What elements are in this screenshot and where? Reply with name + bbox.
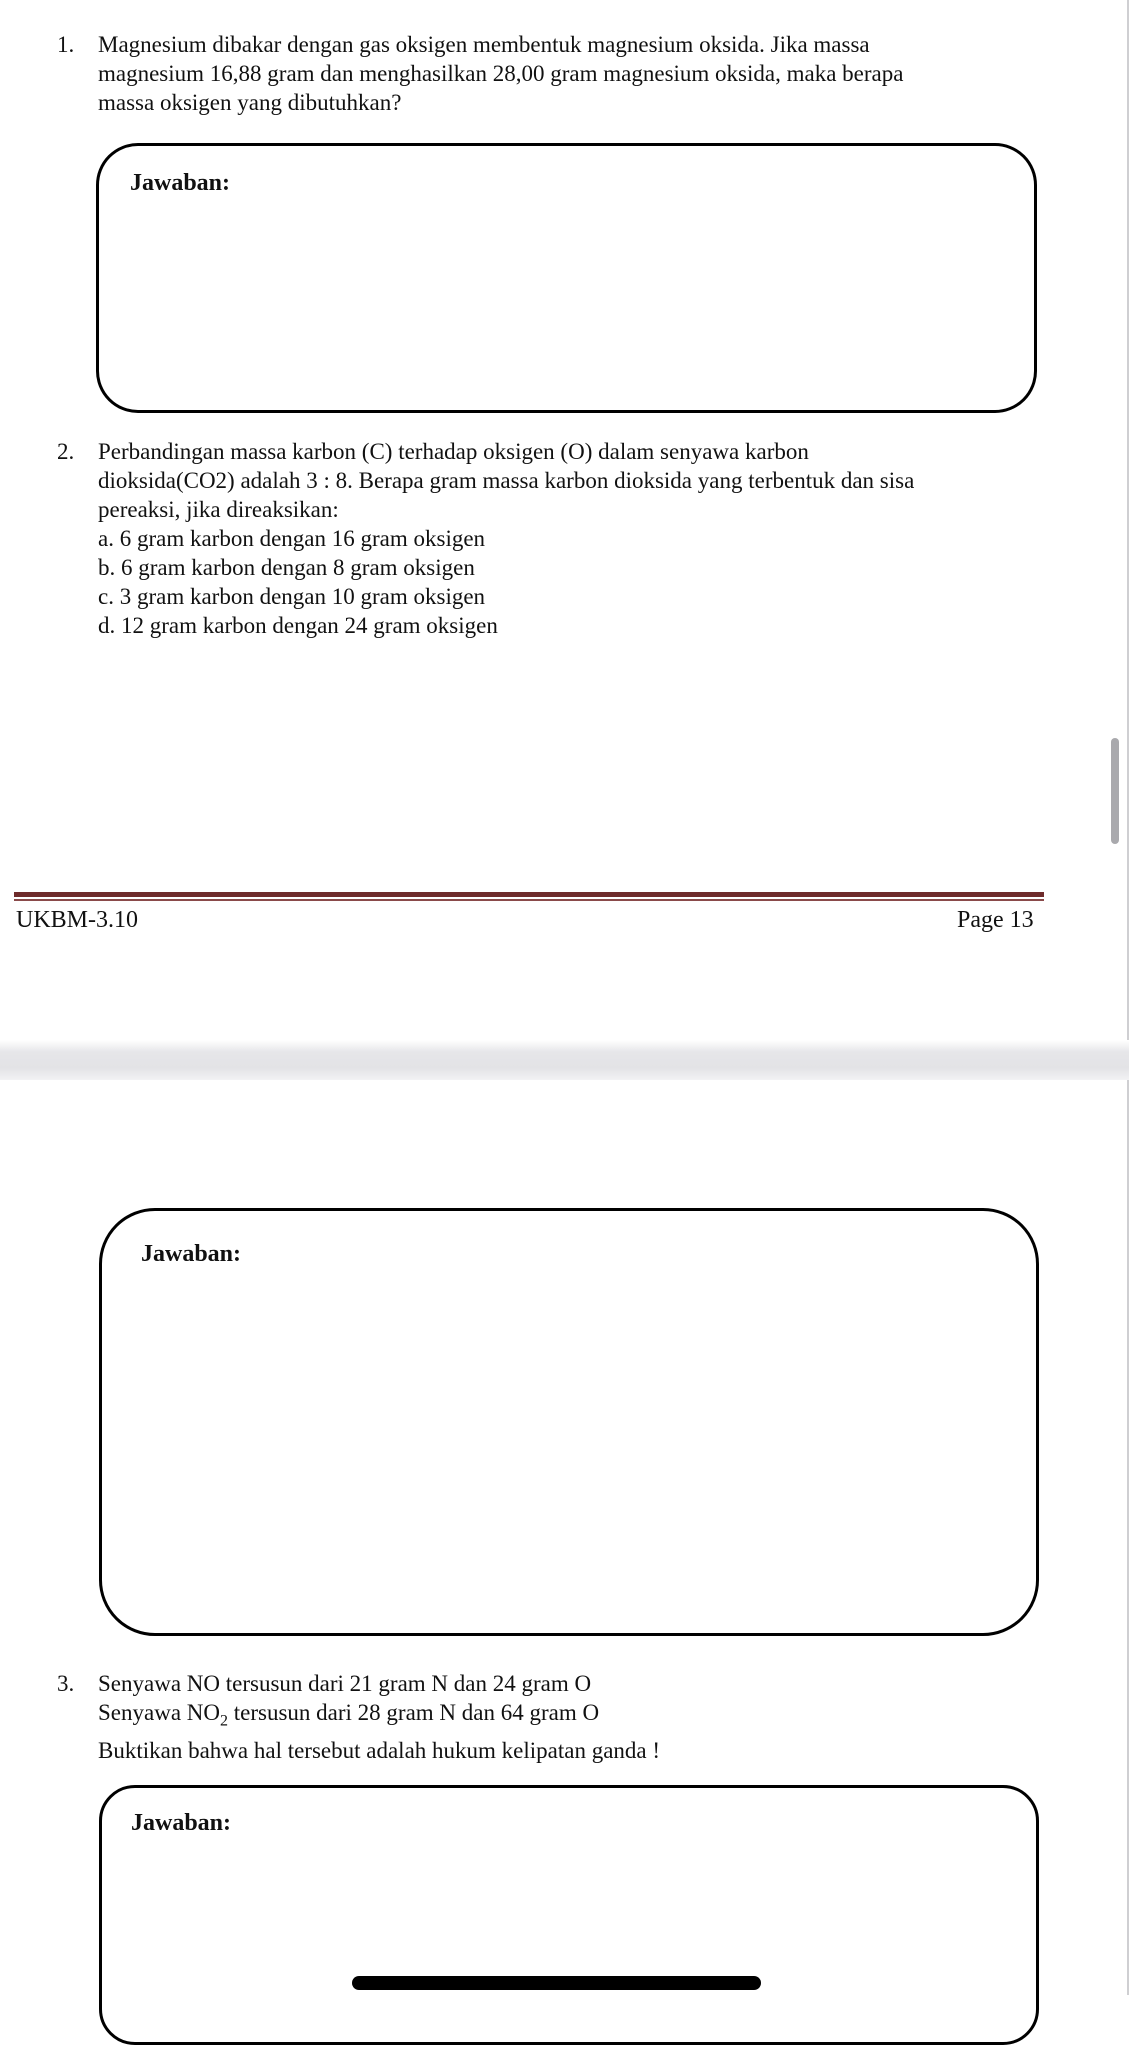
question-text-line (98, 1698, 660, 1736)
option-a: a. 6 gram karbon dengan 16 gram oksigen (98, 526, 486, 551)
formula-prefix: Senyawa NO (98, 1700, 220, 1725)
footer-page-number: Page 13 (957, 907, 1034, 933)
question-3 (57, 1669, 660, 1765)
page-separator (0, 1040, 1129, 1080)
question-2 (57, 437, 914, 640)
question-text-line: dioksida(CO2) adalah 3 : 8. Berapa gram massa karbon dioksida yang terbentuk dan sisa (98, 468, 915, 493)
question-text-line: pereaksi, jika direaksikan: (98, 497, 339, 522)
question-number: 3. (57, 1671, 75, 1696)
question-text-line: Perbandingan massa karbon (C) terhadap oksigen (O) dalam senyawa karbon (98, 439, 809, 464)
question-1 (57, 30, 903, 117)
option-c: c. 3 gram karbon dengan 10 gram oksigen (98, 584, 486, 609)
option-d: d. 12 gram karbon dengan 24 gram oksigen (98, 613, 498, 638)
answer-box-3[interactable] (99, 1785, 1039, 2045)
answer-label: Jawaban: (131, 1810, 232, 1836)
footer-doc-code: UKBM-3.10 (16, 907, 139, 933)
question-text-line: Senyawa NO tersusun dari 21 gram N dan 24 gram O (98, 1671, 592, 1696)
option-b: b. 6 gram karbon dengan 8 gram oksigen (98, 555, 475, 580)
answer-box-1[interactable] (96, 143, 1037, 413)
answer-label: Jawaban: (130, 170, 231, 196)
question-text-line: massa oksigen yang dibutuhkan? (98, 90, 402, 115)
question-text-line: Magnesium dibakar dengan gas oksigen membentuk magnesium oksida. Jika massa (98, 32, 870, 57)
answer-box-2[interactable] (99, 1208, 1039, 1636)
home-indicator[interactable] (352, 1976, 761, 1990)
footer-rule-thin (14, 899, 1044, 901)
question-text-line: Buktikan bahwa hal tersebut adalah hukum kelipatan ganda ! (98, 1737, 661, 1763)
formula-suffix: tersusun dari 28 gram N dan 64 gram O (228, 1700, 600, 1725)
footer-rule-thick (14, 892, 1044, 897)
question-number: 1. (57, 32, 75, 57)
question-text-line: magnesium 16,88 gram dan menghasilkan 28,00 gram magnesium oksida, maka berapa (98, 61, 904, 86)
formula-subscript: 2 (220, 1712, 228, 1730)
scrollbar-thumb[interactable] (1111, 738, 1119, 844)
answer-label: Jawaban: (141, 1241, 242, 1267)
question-number: 2. (57, 439, 75, 464)
